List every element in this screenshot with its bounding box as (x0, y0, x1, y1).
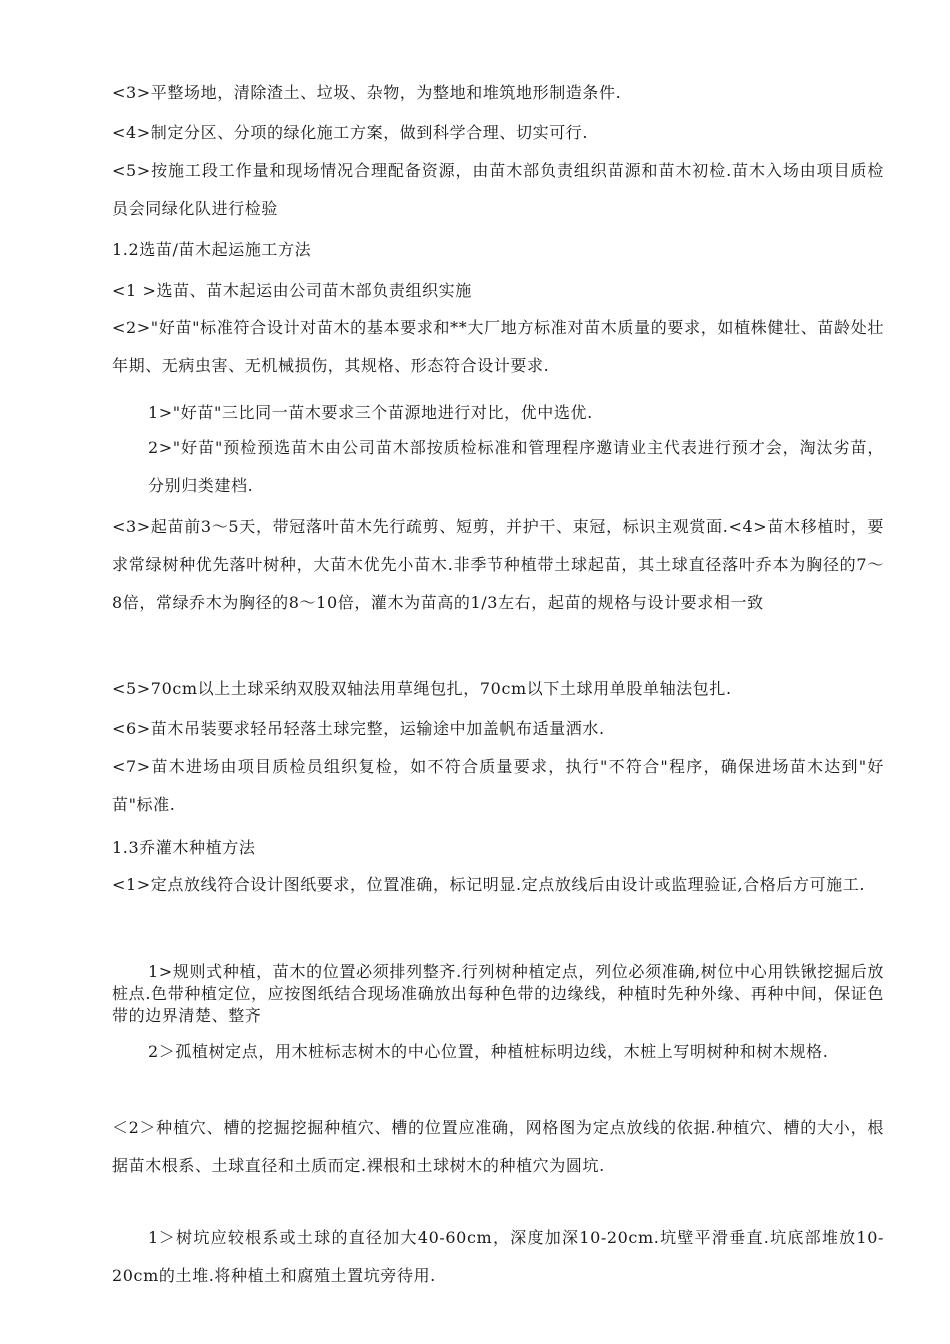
paragraph-3-site-clearing: <3>平整场地，清除渣土、垃圾、杂物，为整地和堆筑地形制造条件. (112, 83, 622, 102)
paragraph-2-planting-pits: ＜2＞种植穴、槽的挖掘挖掘种植穴、槽的位置应准确，网格图为定点放线的依据.种植穴、槽的大小，根据苗木根系、土球直径和土质而定.裸根和土球树木的种植穴为圆坑. (112, 1118, 884, 1175)
section-heading-1-3: 1.3乔灌木种植方法 (112, 838, 256, 857)
subparagraph-2-precheck: 2>"好苗"预检预选苗木由公司苗木部按质检标准和管理程序邀请业主代表进行预才会，淘汰劣苗，分别归类建档. (148, 438, 884, 495)
paragraph-4-construction-plan: <4>制定分区、分项的绿化施工方案，做到科学合理、切实可行. (112, 123, 589, 142)
paragraph-1-staking: <1>定点放线符合设计图纸要求，位置准确，标记明显.定点放线后由设计或监理验证,合格后方可施工. (112, 875, 866, 894)
paragraph-7-recheck: <7>苗木进场由项目质检员组织复检，如不符合质量要求，执行"不符合"程序，确保进场苗木达到"好苗"标准. (112, 757, 884, 814)
paragraph-5-resources: <5>按施工段工作量和现场情况合理配备资源，由苗木部负责组织苗源和苗木初检.苗木入场由项目质检员会同绿化队进行检验 (112, 161, 884, 218)
paragraph-2-good-seedling-standard: <2>"好苗"标准符合设计对苗木的基本要求和**大厂地方标准对苗木质量的要求，如植株健壮、苗龄处壮年期、无病虫害、无机械损伤，其规格、形态符合设计要求. (112, 318, 884, 375)
subparagraph-1-compare: 1>"好苗"三比同一苗木要求三个苗源地进行对比，优中选优. (148, 403, 593, 422)
paragraph-5-soil-ball: <5>70cm以上土球采纳双股双轴法用草绳包扎，70cm以下土球用单股单轴法包扎. (112, 679, 732, 698)
subparagraph-2-solitary-tree: 2＞孤植树定点，用木桩标志树木的中心位置，种植桩标明边线，木桩上写明树种和树木规格. (148, 1042, 829, 1061)
subparagraph-1-regular-planting: 1>规则式种植，苗木的位置必须排列整齐.行列树种植定点，列位必须准确,树位中心用铁锹挖掘后放桩点.色带种植定位，应按图纸结合现场准确放出每种色带的边缘线，种植时先种外缘、再种中间，保证色带的边界清楚、整齐 (112, 962, 884, 1025)
paragraph-6-lifting: <6>苗木吊装要求轻吊轻落土球完整，运输途中加盖帆布适量洒水. (112, 719, 605, 738)
section-heading-1-2: 1.2选苗/苗木起运施工方法 (112, 240, 312, 259)
paragraph-3-4-digging: <3>起苗前3〜5天，带冠落叶苗木先行疏剪、短剪，并护干、束冠，标识主观赏面.<4>苗木移植时，要求常绿树种优先落叶树种，大苗木优先小苗木.非季节种植带土球起苗，其土球直径落叶乔本为胸径的7〜8倍，常绿乔木为胸径的8〜10倍，灌木为苗高的1/3左右，起苗的规格与设计要求相一致 (112, 517, 884, 612)
subparagraph-1-pit-size: 1＞树坑应较根系或土球的直径加大40-60cm，深度加深10-20cm.坑壁平滑垂直.坑底部堆放10-20cm的土堆.将种植土和腐殖土置坑旁待用. (112, 1228, 884, 1285)
paragraph-1-seedling-transport: <1 >选苗、苗木起运由公司苗木部负责组织实施 (112, 281, 472, 300)
